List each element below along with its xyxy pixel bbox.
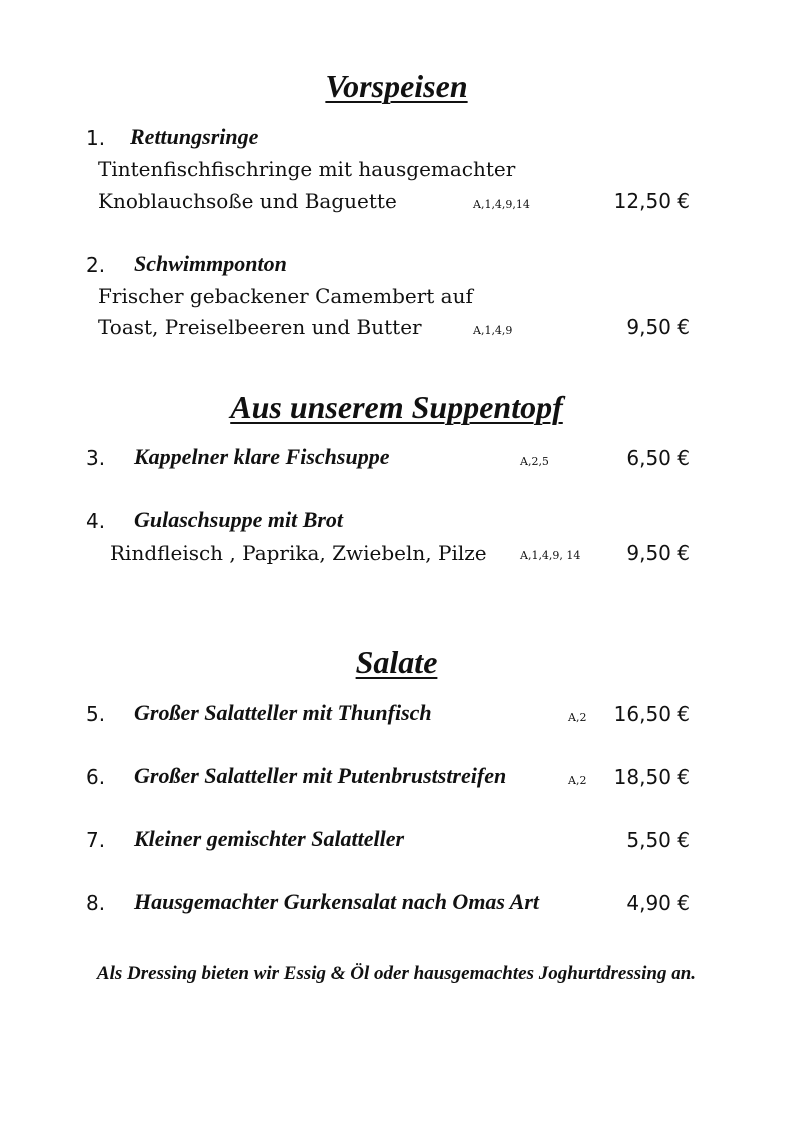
item-number: 3.	[86, 446, 106, 470]
section-heading-vorspeisen: Vorspeisen	[325, 68, 468, 104]
item-price: 18,50 €	[613, 765, 690, 789]
item-number: 4.	[86, 509, 106, 533]
item-number: 6.	[86, 765, 106, 789]
section-heading-suppentopf: Aus unserem Suppentopf	[230, 389, 563, 425]
item-number: 1.	[86, 126, 106, 150]
item-name: Schwimmponton	[134, 251, 287, 276]
item-name: Großer Salatteller mit Putenbruststreifen	[134, 763, 507, 788]
item-allergens: A,2	[568, 774, 587, 787]
item-allergens: A,2	[568, 711, 587, 724]
item-name: Hausgemachter Gurkensalat nach Omas Art	[134, 889, 540, 914]
item-allergens: A,2,5	[520, 455, 549, 468]
item-description: Frischer gebackener Camembert auf	[98, 284, 473, 308]
item-price: 16,50 €	[613, 702, 690, 726]
item-allergens: A,1,4,9, 14	[520, 549, 581, 562]
item-price: 4,90 €	[626, 891, 690, 915]
item-price: 9,50 €	[626, 315, 690, 339]
item-description: Tintenfischfischringe mit hausgemachter	[98, 157, 516, 181]
item-description: Knoblauchsoße und Baguette	[98, 189, 397, 213]
item-price: 9,50 €	[626, 541, 690, 565]
item-allergens: A,1,4,9,14	[473, 198, 530, 211]
section-heading-salate: Salate	[355, 644, 438, 680]
item-name: Kappelner klare Fischsuppe	[134, 444, 390, 469]
item-number: 5.	[86, 702, 106, 726]
item-description: Toast, Preiselbeeren und Butter	[98, 315, 422, 339]
item-price: 5,50 €	[626, 828, 690, 852]
item-number: 2.	[86, 253, 106, 277]
item-allergens: A,1,4,9	[473, 324, 513, 337]
item-price: 12,50 €	[613, 189, 690, 213]
item-name: Großer Salatteller mit Thunfisch	[134, 700, 432, 725]
item-description: Rindfleisch , Paprika, Zwiebeln, Pilze	[110, 541, 487, 565]
item-number: 7.	[86, 828, 106, 852]
item-price: 6,50 €	[626, 446, 690, 470]
item-name: Kleiner gemischter Salatteller	[134, 826, 405, 851]
dressing-note: Als Dressing bieten wir Essig & Öl oder hausgemachtes Joghurtdressing an.	[96, 963, 697, 984]
item-name: Rettungsringe	[130, 124, 259, 149]
item-name: Gulaschsuppe mit Brot	[134, 507, 344, 532]
item-number: 8.	[86, 891, 106, 915]
